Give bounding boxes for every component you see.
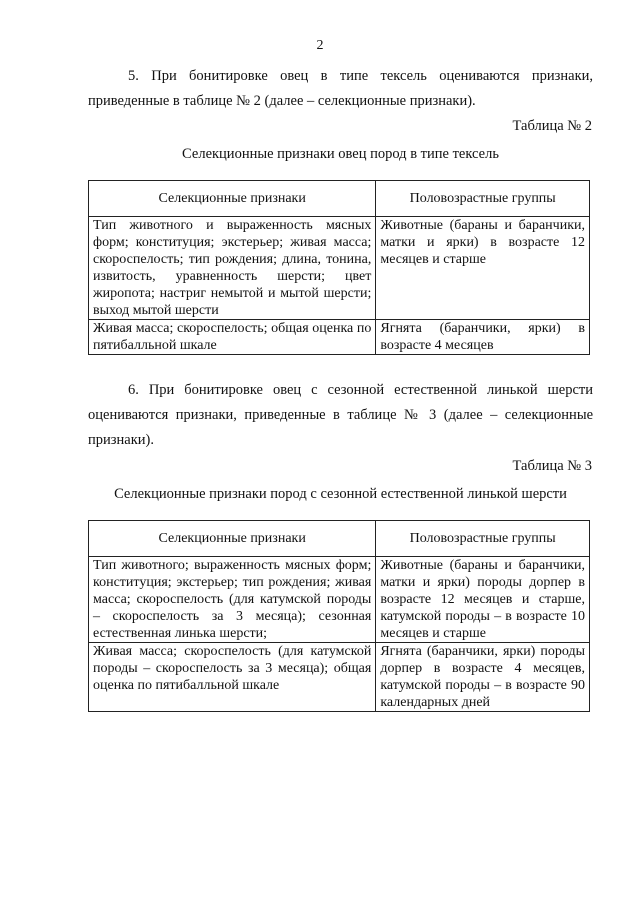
table-row	[89, 643, 590, 712]
header-groups: Половозрастные группы	[376, 521, 590, 557]
header-traits: Селекционные признаки	[89, 181, 376, 217]
table-row	[89, 217, 590, 320]
traits-cell: Тип животного и выраженность мясных форм; конституция; экстерьер; живая масса; скороспелость; тип рождения; длина, тонина, извитость, уравненность шерсти; цвет жиропота; настриг немытой и мытой шерсти; выход мытой шерсти	[89, 217, 376, 320]
groups-cell: Животные (бараны и баранчики, матки и ярки) породы дорпер в возрасте 12 месяцев и старше, катумской породы – в возрасте 10 месяцев и старше	[376, 557, 590, 643]
page-number: 2	[316, 38, 324, 53]
table-header-row	[89, 181, 590, 217]
traits-cell: Живая масса; скороспелость (для катумской породы – скороспелость за 3 месяца); общая оценка по пятибалльной шкале	[89, 643, 376, 712]
traits-cell: Тип животного; выраженность мясных форм; конституция; экстерьер; тип рождения; живая масса; скороспелость (для катумской породы – скороспелость за 3 месяца); сезонная естественная линька шерсти;	[89, 557, 376, 643]
paragraph-5: 5. При бонитировке овец в типе тексель оцениваются признаки, приведенные в таблице № 2 (далее – селекционные признаки).	[88, 68, 593, 109]
table-2-label: Таблица № 2	[512, 118, 592, 134]
table-row	[89, 320, 590, 355]
groups-cell: Животные (бараны и баранчики, матки и ярки) в возрасте 12 месяцев и старше	[376, 217, 590, 320]
groups-cell: Ягнята (баранчики, ярки) породы дорпер в возрасте 4 месяцев, катумской породы – в возрасте 90 календарных дней	[376, 643, 590, 712]
table-2	[88, 180, 590, 355]
table-2-title: Селекционные признаки овец пород в типе тексель	[182, 146, 499, 162]
header-groups: Половозрастные группы	[376, 181, 590, 217]
table-row	[89, 557, 590, 643]
table-3	[88, 520, 590, 712]
header-traits: Селекционные признаки	[89, 521, 376, 557]
table-header-row	[89, 521, 590, 557]
paragraph-6: 6. При бонитировке овец с сезонной естественной линькой шерсти оцениваются признаки, приведенные в таблице № 3 (далее – селекционные признаки).	[88, 382, 593, 448]
table-3-title: Селекционные признаки пород с сезонной естественной линькой шерсти	[114, 486, 567, 502]
table-3-label: Таблица № 3	[512, 458, 592, 474]
traits-cell: Живая масса; скороспелость; общая оценка по пятибалльной шкале	[89, 320, 376, 355]
groups-cell: Ягнята (баранчики, ярки) в возрасте 4 месяцев	[376, 320, 590, 355]
